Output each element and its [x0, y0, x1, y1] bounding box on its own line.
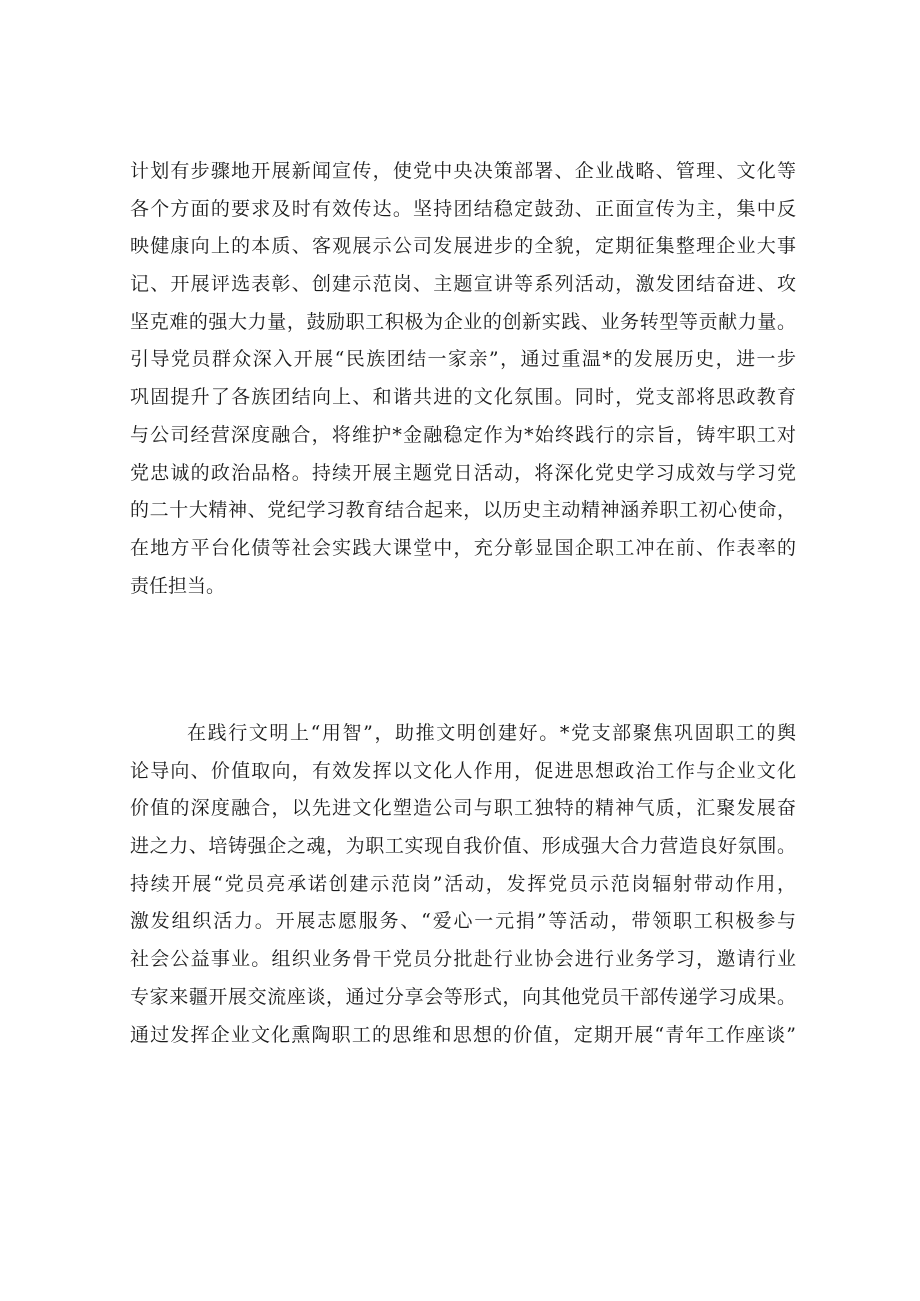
paragraph-line: 引导党员群众深入开展“民族团结一家亲”，通过重温*的发展历史，进一步 — [130, 348, 796, 371]
paragraph-line: 计划有步骤地开展新闻宣传，使党中央决策部署、企业战略、管理、文化等 — [130, 160, 796, 182]
paragraph-line: 责任担当。 — [130, 574, 226, 597]
paragraph-line: 持续开展“党员亮承诺创建示范岗”活动，发挥党员示范岗辐射带动作用， — [130, 872, 796, 895]
paragraph-line: 社会公益事业。组织业务骨干党员分批赴行业协会进行业务学习，邀请行业 — [130, 948, 796, 971]
paragraph-line: 与公司经营深度融合，将维护*金融稳定作为*始终践行的宗旨，铸牢职工对 — [130, 423, 796, 446]
paragraph-line: 巩固提升了各族团结向上、和谐共进的文化氛围。同时，党支部将思政教育 — [130, 386, 796, 409]
paragraph-line: 映健康向上的本质、客观展示公司发展进步的全貌，定期征集整理企业大事 — [130, 235, 796, 258]
paragraph-line: 论导向、价值取向，有效发挥以文化人作用，促进思想政治工作与企业文化 — [130, 759, 796, 782]
paragraph-line: 记、开展评选表彰、创建示范岗、主题宣讲等系列活动，激发团结奋进、攻 — [130, 273, 796, 296]
paragraph-line: 进之力、培铸强企之魂，为职工实现自我价值、形成强大合力营造良好氛围。 — [130, 835, 796, 858]
paragraph-line: 在地方平台化债等社会实践大课堂中，充分彰显国企职工冲在前、作表率的 — [130, 536, 796, 559]
paragraph-1 — [130, 153, 796, 605]
paragraph-line: 专家来疆开展交流座谈，通过分享会等形式，向其他党员干部传递学习成果。 — [130, 985, 796, 1008]
paragraph-line: 激发组织活力。开展志愿服务、“爱心一元捐”等活动，带领职工积极参与 — [130, 910, 796, 933]
paragraph-line: 通过发挥企业文化熏陶职工的思维和思想的价值，定期开展“青年工作座谈” — [130, 1023, 796, 1046]
paragraph-line: 价值的深度融合，以先进文化塑造公司与职工独特的精神气质，汇聚发展奋 — [130, 797, 796, 820]
paragraph-line: 党忠诚的政治品格。持续开展主题党日活动，将深化党史学习成效与学习党 — [130, 461, 796, 484]
paragraph-line: 各个方面的要求及时有效传达。坚持团结稳定鼓劲、正面宣传为主，集中反 — [130, 197, 796, 220]
paragraph-line: 在践行文明上“用智”，助推文明创建好。*党支部聚焦巩固职工的舆 — [187, 722, 796, 744]
paragraph-line: 坚克难的强大力量，鼓励职工积极为企业的创新实践、业务转型等贡献力量。 — [130, 310, 796, 333]
paragraph-2 — [130, 715, 796, 1054]
paragraph-line: 的二十大精神、党纪学习教育结合起来，以历史主动精神涵养职工初心使命， — [130, 499, 796, 522]
